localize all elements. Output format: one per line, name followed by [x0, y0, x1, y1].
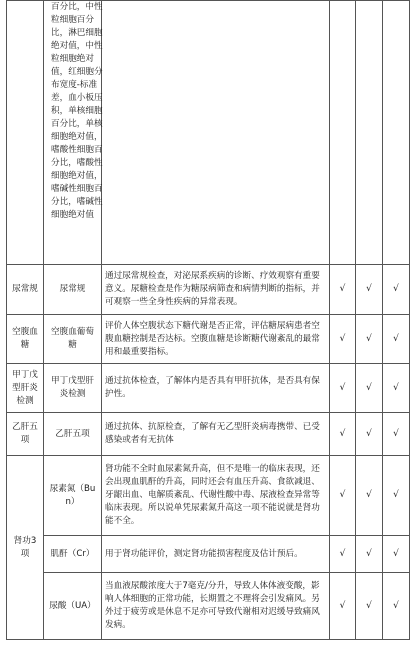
- check-cell: √: [383, 265, 410, 315]
- description-cell: 通过尿常规检查，对泌尿系疾病的诊断、疗效观察有重要意义。尿糖检查是作为糖尿病筛查和病情判断的指标，并可观察一些全身性疾病的异常表现。: [102, 265, 330, 315]
- description-cell: 用于肾功能评价，测定肾功能损害程度及估计预后。: [102, 536, 330, 573]
- item-cell: 肌酐（Cr）: [44, 536, 102, 573]
- item-cell: 乙肝五项: [44, 413, 102, 456]
- check-cell: √: [330, 456, 356, 536]
- table-row-urine-routine: [7, 265, 410, 315]
- check-cell: √: [356, 573, 383, 640]
- description-cell: 肾功能不全时血尿素氮升高，但不是唯一的临床表现，还会出现血肌酐的升高，同时还会有血压升高、食欲减退、牙龈出血、电解质紊乱、代谢性酸中毒、尿液检查异常等临床表现。所以说单凭尿素氮升高这一项不能说就是肾功能不全。: [102, 456, 330, 536]
- check-cell: √: [383, 536, 410, 573]
- check-cell: √: [383, 364, 410, 413]
- check-cell: √: [330, 536, 356, 573]
- table-row-kidney-cr: [7, 536, 410, 573]
- check-cell: √: [356, 456, 383, 536]
- check-cell: √: [356, 536, 383, 573]
- check-cell: √: [356, 315, 383, 364]
- item-text: 百分比，中性粒细胞百分比，淋巴细胞绝对值，中性粒细胞绝对值，红细胞分布宽度-标准差，血小板压积，单核细胞百分比，单核细胞绝对值，嗜酸性细胞百分比，嗜酸性细胞绝对值，嗜碱性细胞百分比，嗜碱性细胞绝对值: [51, 2, 103, 220]
- check-cell: [356, 1, 383, 265]
- category-cell: [7, 1, 44, 265]
- description-cell: 评价人体空腹状态下糖代谢是否正常，评估糖尿病患者空腹血糖控制是否达标。空腹血糖是诊断糖代谢紊乱的最常用和最重要指标。: [102, 315, 330, 364]
- check-cell: √: [330, 364, 356, 413]
- category-cell: 空腹血糖: [7, 315, 44, 364]
- check-cell: √: [383, 413, 410, 456]
- category-cell: 甲丁戊型肝炎检测: [7, 364, 44, 413]
- check-cell: √: [383, 573, 410, 640]
- item-cell: 甲丁戊型肝炎检测: [44, 364, 102, 413]
- check-cell: [330, 1, 356, 265]
- check-cell: √: [330, 413, 356, 456]
- category-cell: 尿常规: [7, 265, 44, 315]
- item-cell: 尿素氮（Bun）: [44, 456, 102, 536]
- table-row-blood-routine-cont: [7, 1, 410, 265]
- exam-table: [6, 0, 410, 640]
- item-cell: 尿常规: [44, 265, 102, 315]
- table-row-hepatitis-adv: [7, 364, 410, 413]
- description-cell: 通过抗体检查，了解体内是否具有甲肝抗体，是否具有保护性。: [102, 364, 330, 413]
- check-cell: √: [330, 265, 356, 315]
- category-cell: 肾功3项: [7, 456, 44, 640]
- table-row-kidney-ua: [7, 573, 410, 640]
- category-cell: 乙肝五项: [7, 413, 44, 456]
- item-cell: 空腹血葡萄糖: [44, 315, 102, 364]
- item-cell: 尿酸（UA）: [44, 573, 102, 640]
- table-row-fasting-glucose: [7, 315, 410, 364]
- description-cell: 通过抗体、抗原检查，了解有无乙型肝炎病毒携带、已受感染或者有无抗体: [102, 413, 330, 456]
- check-cell: √: [330, 315, 356, 364]
- description-cell: 当血液尿酸浓度大于7毫克/分升，导致人体体液变酸，影响人体细胞的正常功能，长期置之不理将会引发痛风。另外过于疲劳或是休息不足亦可导致代谢相对迟缓导致痛风发病。: [102, 573, 330, 640]
- table-row-hepatitis-b: [7, 413, 410, 456]
- check-cell: √: [383, 315, 410, 364]
- description-cell: [102, 1, 330, 265]
- check-cell: [383, 1, 410, 265]
- check-cell: √: [356, 413, 383, 456]
- check-cell: √: [383, 456, 410, 536]
- check-cell: √: [356, 265, 383, 315]
- check-cell: √: [330, 573, 356, 640]
- check-cell: √: [356, 364, 383, 413]
- table-row-kidney-bun: [7, 456, 410, 536]
- item-cell: [44, 1, 102, 265]
